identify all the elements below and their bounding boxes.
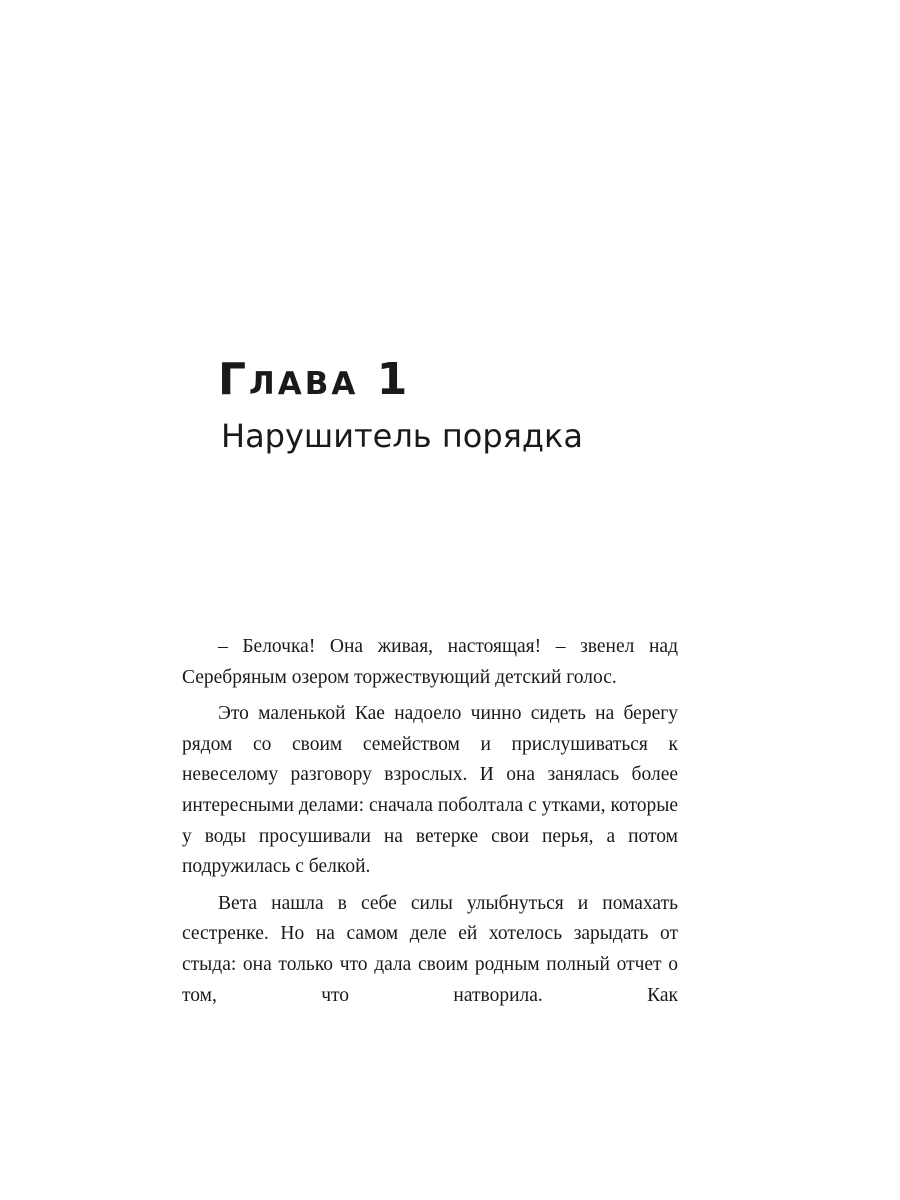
paragraph: – Белочка! Она живая, настоящая! – звенел над Серебряным озером торжествующий детский голос. [182, 636, 678, 688]
body-text [182, 632, 678, 1017]
chapter-number: Глава 1 [218, 354, 411, 405]
chapter-title: Нарушитель порядка [221, 417, 583, 455]
paragraph: Вета нашла в себе силы улыбнуться и помахать сестренке. Но на самом деле ей хотелось зарыдать от стыда: она только что дала своим родным полный отчет о том, что натворила. Как [182, 892, 678, 1006]
paragraph: Это маленькой Кае надоело чинно сидеть на берегу рядом со своим семейством и прислушиваться к невеселому разговору взрослых. И она занялась более интересными делами: сначала поболтала с утками, которые у воды просушивали на ветерке свои перья, а потом подружилась с белкой. [182, 703, 678, 878]
